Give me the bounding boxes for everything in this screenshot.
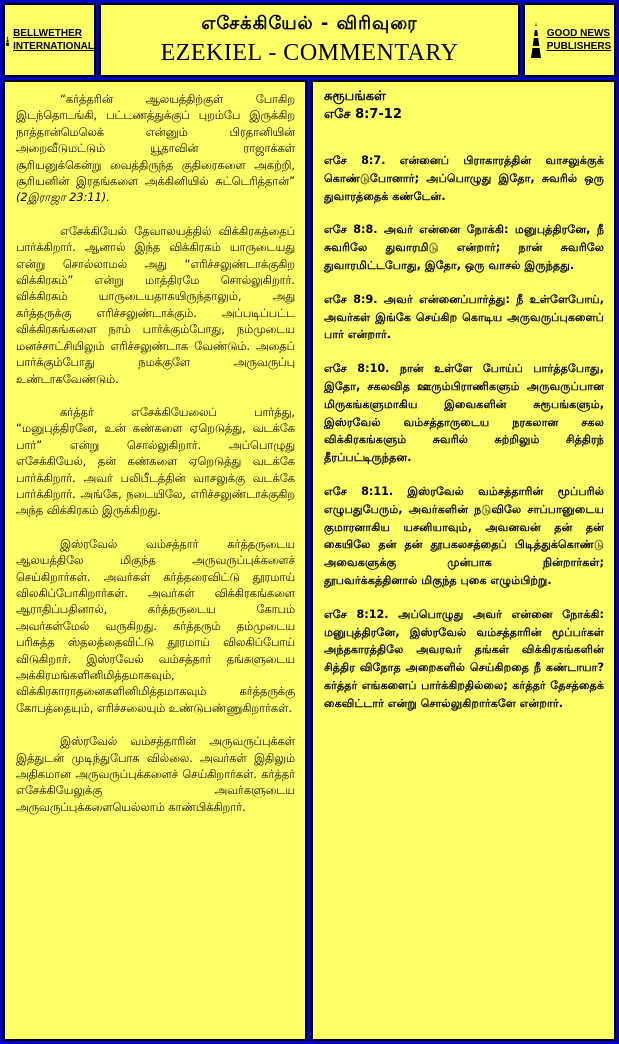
columns	[3, 80, 616, 1041]
bellwether-logo	[3, 3, 96, 77]
paragraph-3: கர்த்தர் எசேக்கியேலைப் பார்த்து, “மனுபுத்திரனே, உன் கண்களை ஏறெடுத்து, வடக்கே பார்” என்று சொல்லுகிறார். அப்பொழுது எசேக்கியேல், தன் கண்களை ஏறெடுத்து வடக்கே பார்க்கிறார். அவர் பலிபீடத்தின் வாசலுக்கு வடக்கே பார்க்கிறார். அங்கே, நடையிலே, எரிச்சலுண்டாக்குகிற அந்த விக்கிரகம் இருக்கிறது.	[16, 405, 295, 518]
lighthouse-icon	[5, 20, 10, 60]
verse-8-10: எசே 8:10. நான் உள்ளே போய்ப் பார்த்தபோது, இதோ, சகலவித ஊரும்பிராணிகளும் அருவருப்பான மிருகங்களுமாகிய இவைகளின் சுரூபங்களும், இஸ்ரவேல் வம்சத்தாருடைய நரகலான சகல விக்கிரகங்களும் சுவரில் சுற்றிலும் சித்திரந் தீரப்பட்டிருந்தன.	[324, 362, 604, 465]
title-tamil: எசேக்கியேல் - விரிவுரை	[201, 13, 418, 34]
paragraph-4: இஸ்ரவேல் வம்சத்தார் கர்த்தருடைய ஆலயத்திலே மிகுந்த அருவருப்புக்களைச் செய்கிறார்கள். அவர்கள் கர்த்தரைவிட்டு தூரமாய் விலகிப்போகிறார்கள். அவர்கள் விக்கிரகங்களை ஆராதிப்பதினால், கர்த்தருடைய கோபம் அவர்கள்மேல் வருகிறது. கர்த்தரும் தம்முடைய பரிசுத்த ஸ்தலத்தைவிட்டு தூரமாய் விலகிப்போய் விடுகிறார். இஸ்ரவேல் வம்சத்தார் தங்களுடைய அக்கிரமங்களினிமித்தமாகவும், விக்கிரகாராதனைகளினிமித்தமாகவும் கர்த்தருக்கு கோபத்தையும், எரிச்சலையும் உண்டுபண்ணுகிறார்கள்.	[16, 537, 295, 715]
verse-8-12: எசே 8:12. அப்பொழுது அவர் என்னை நோக்கி: மனுபுத்திரனே, இஸ்ரவேல் வம்சத்தாரின் மூப்பர்கள் அந்தகாரத்திலே அவரவர் தங்கள் விக்கிரகங்களின் சித்திர விநோத அறைகளில் செய்கிறதை நீ கண்டாயா? கர்த்தர் எங்களைப் பார்க்கிறதில்லை; கர்த்தர் தேசத்தைக் கைவிட்டார் என்று சொல்லுகிறார்களே என்றார்.	[324, 607, 604, 710]
scripture-column	[311, 80, 616, 1041]
quote-reference: (2இராஜா 23:11).	[16, 191, 110, 205]
paragraph-1	[16, 92, 295, 207]
title-box	[99, 3, 520, 77]
paragraph-2: எசேக்கியேல் தேவாலயத்தில் விக்கிரகத்தைப் பார்க்கிறார். ஆனால் இந்த விக்கிரகம் யாருடையது என்று சொல்லாமல் அது “எரிச்சலுண்டாக்குகிற விக்கிரகம்” என்று மாத்திரமே சொல்லுகிறார். விக்கிரகம் யாருடையதாகயிருந்தாலும், அது கர்த்தருக்கு எரிச்சலுண்டாக்கும். அப்படிப்பட்ட விக்கிரகங்களை நாம் பார்க்கும்போது, நம்முடைய மனச்சாட்சியிலும் எரிச்சலுண்டாக வேண்டும். அதைப் பார்க்கும்போது நமக்குளே அருவருப்பு உண்டாகவேண்டும்.	[16, 224, 295, 386]
right-logo-line2: PUBLISHERS	[546, 41, 612, 52]
quote-text: “கர்த்தரின் ஆலயத்திற்குள் போகிற இடந்தொடங்கி, பட்டணத்துக்குப் புறம்பே இருக்கிற நாத்தான்மெலெக் என்னும் பிரதானியின் அறைவீடுமட்டும் யூதாவின் ராஜாக்கள் சூரியனுக்கென்று வைத்திருந்த குதிரைகளை அகற்றி, சூரியனின் இரதங்களை அக்கினியில் சுட்டெரித்தான்”	[16, 93, 295, 189]
section-title-line1: சுரூபங்கள்	[324, 89, 386, 104]
verse-8-9: எசே 8:9. அவர் என்னைப்பார்த்து: நீ உள்ளேபோய், அவர்கள் இங்கே செய்கிற கொடிய அருவருப்புகளைப் பார் என்றார்.	[324, 292, 604, 342]
section-title-line2: எசே 8:7-12	[324, 107, 402, 122]
left-logo-line1: BELLWETHER	[13, 28, 82, 39]
paragraph-5: இஸ்ரவேல் வம்சத்தாரின் அருவருப்புக்கள் இத்துடன் முடிந்துபோக வில்லை. அவர்கள் இதிலும் அதிகமான அருவருப்புக்களைச் செய்கிறார்கள். கர்த்தர் எசேக்கியேலுக்கு அவர்களுடைய அருவருப்புக்களையெல்லாம் காண்பிக்கிறார்.	[16, 735, 295, 814]
commentary-column	[3, 80, 307, 1041]
lighthouse-icon	[528, 20, 544, 60]
verse-8-8: எசே 8:8. அவர் என்னை நோக்கி: மனுபுத்திரனே, நீ சுவரிலே துவாரமிடு என்றார்; நான் சுவரிலே துவாரமிட்டபோது, இதோ, ஒரு வாசல் இருந்தது.	[324, 223, 604, 272]
left-logo-line2: INTERNATIONAL	[13, 41, 94, 52]
verse-8-7: எசே 8:7. என்னைப் பிராகாரத்தின் வாசலுக்குக் கொண்டுபோனார்; அப்பொழுது இதோ, சுவரில் ஒரு துவாரத்தைக் கண்டேன்.	[324, 154, 604, 203]
title-english: EZEKIEL - COMMENTARY	[160, 40, 459, 66]
good-news-logo	[523, 3, 616, 77]
header	[3, 3, 616, 77]
section-title	[324, 88, 604, 124]
right-logo-line1: GOOD NEWS	[546, 28, 611, 39]
verse-8-11: எசே 8:11. இஸ்ரவேல் வம்சத்தாரின் மூப்பரில் எழுபதுபேரும், அவர்களின் நடுவிலே சாப்பானுடைய குமாரனாகிய யசனியாவும், அவனவன் தன் தன் கையிலே தன் தன் தூபகலசத்தைப் பிடித்துக்கொண்டு அவைகளுக்கு முன்பாக நின்றார்கள்; தூபவர்க்கத்தினால் மிகுந்த புகை எழும்பிற்று.	[324, 484, 604, 587]
